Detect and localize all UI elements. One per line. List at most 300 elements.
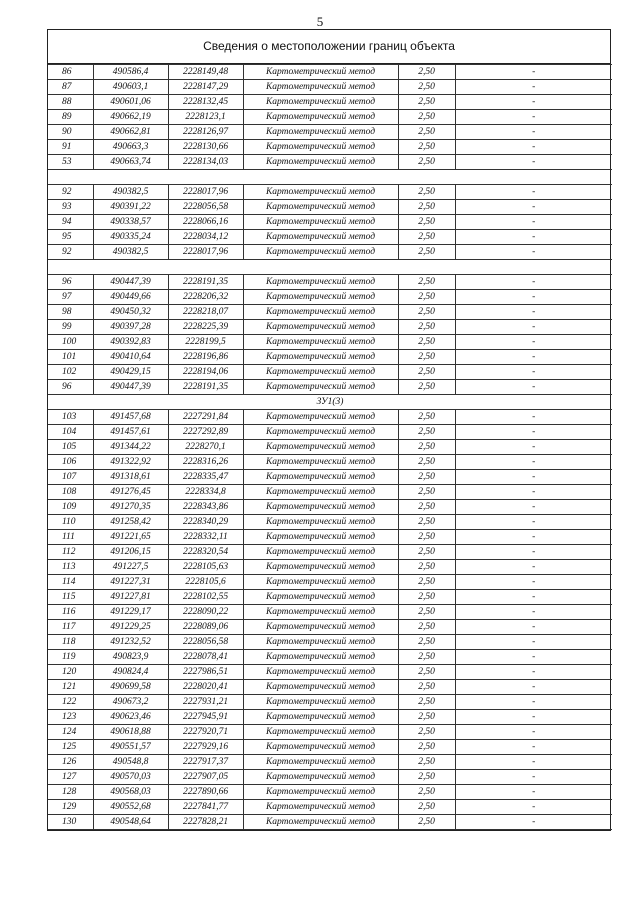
- table-row: [48, 530, 612, 545]
- accuracy-cell: 2,50: [398, 815, 455, 830]
- accuracy-cell: 2,50: [398, 185, 455, 200]
- coord-x: 491270,35: [93, 500, 168, 515]
- description-cell: -: [455, 800, 612, 815]
- accuracy-cell: 2,50: [398, 650, 455, 665]
- coord-x: 490382,5: [93, 245, 168, 260]
- accuracy-cell: 2,50: [398, 335, 455, 350]
- section-header-row: [48, 395, 612, 410]
- table-row: [48, 500, 612, 515]
- coord-x: 490663,74: [93, 155, 168, 170]
- coord-y: 2228147,29: [168, 80, 243, 95]
- point-number: 124: [48, 725, 93, 740]
- method-cell: Картометрический метод: [243, 350, 398, 365]
- point-number: 111: [48, 530, 93, 545]
- accuracy-cell: 2,50: [398, 410, 455, 425]
- accuracy-cell: 2,50: [398, 365, 455, 380]
- coord-y: 2228191,35: [168, 380, 243, 395]
- coord-x: 491318,61: [93, 470, 168, 485]
- method-cell: Картометрический метод: [243, 725, 398, 740]
- description-cell: -: [455, 155, 612, 170]
- description-cell: -: [455, 665, 612, 680]
- description-cell: -: [455, 620, 612, 635]
- description-cell: -: [455, 290, 612, 305]
- coord-x: 490623,46: [93, 710, 168, 725]
- coord-x: 490824,4: [93, 665, 168, 680]
- point-number: 95: [48, 230, 93, 245]
- point-number: 86: [48, 65, 93, 80]
- method-cell: Картометрический метод: [243, 290, 398, 305]
- description-cell: -: [455, 455, 612, 470]
- method-cell: Картометрический метод: [243, 125, 398, 140]
- coord-y: 2228126,97: [168, 125, 243, 140]
- coord-y: 2228123,1: [168, 110, 243, 125]
- accuracy-cell: 2,50: [398, 65, 455, 80]
- point-number: 88: [48, 95, 93, 110]
- accuracy-cell: 2,50: [398, 605, 455, 620]
- description-cell: -: [455, 500, 612, 515]
- table-row: [48, 560, 612, 575]
- coord-x: 490392,83: [93, 335, 168, 350]
- coord-x: 490603,1: [93, 80, 168, 95]
- coord-y: 2227292,89: [168, 425, 243, 440]
- coord-x: 490699,58: [93, 680, 168, 695]
- coord-x: 490552,68: [93, 800, 168, 815]
- table-row: [48, 305, 612, 320]
- point-number: 118: [48, 635, 93, 650]
- coord-x: 491276,45: [93, 485, 168, 500]
- description-cell: -: [455, 200, 612, 215]
- coord-x: 490568,03: [93, 785, 168, 800]
- point-number: 127: [48, 770, 93, 785]
- coord-y: 2228316,26: [168, 455, 243, 470]
- coord-x: 490663,3: [93, 140, 168, 155]
- table-row: [48, 755, 612, 770]
- accuracy-cell: 2,50: [398, 530, 455, 545]
- table-row: [48, 485, 612, 500]
- coord-y: 2228105,63: [168, 560, 243, 575]
- description-cell: -: [455, 320, 612, 335]
- coord-x: 491221,65: [93, 530, 168, 545]
- table-row: [48, 140, 612, 155]
- coord-y: 2228332,11: [168, 530, 243, 545]
- description-cell: -: [455, 680, 612, 695]
- coord-y: 2228134,03: [168, 155, 243, 170]
- coord-x: 491457,61: [93, 425, 168, 440]
- method-cell: Картометрический метод: [243, 800, 398, 815]
- description-cell: -: [455, 530, 612, 545]
- method-cell: Картометрический метод: [243, 755, 398, 770]
- table-row: [48, 815, 612, 830]
- table-row: [48, 695, 612, 710]
- coord-y: 2228196,86: [168, 350, 243, 365]
- coord-x: 491206,15: [93, 545, 168, 560]
- separator-cell: [48, 260, 612, 275]
- table-row: [48, 455, 612, 470]
- coord-y: 2228343,86: [168, 500, 243, 515]
- description-cell: -: [455, 95, 612, 110]
- table-row: [48, 275, 612, 290]
- method-cell: Картометрический метод: [243, 740, 398, 755]
- table-row: [48, 770, 612, 785]
- accuracy-cell: 2,50: [398, 95, 455, 110]
- coord-y: 2228335,47: [168, 470, 243, 485]
- coord-x: 490391,22: [93, 200, 168, 215]
- coord-x: 490410,64: [93, 350, 168, 365]
- method-cell: Картометрический метод: [243, 665, 398, 680]
- coord-y: 2228270,1: [168, 440, 243, 455]
- table-row: [48, 575, 612, 590]
- table-row: [48, 515, 612, 530]
- point-number: 125: [48, 740, 93, 755]
- table-row: [48, 785, 612, 800]
- method-cell: Картометрический метод: [243, 335, 398, 350]
- method-cell: Картометрический метод: [243, 485, 398, 500]
- coord-x: 491232,52: [93, 635, 168, 650]
- accuracy-cell: 2,50: [398, 770, 455, 785]
- accuracy-cell: 2,50: [398, 560, 455, 575]
- method-cell: Картометрический метод: [243, 815, 398, 830]
- coord-x: 491227,5: [93, 560, 168, 575]
- coord-y: 2228102,55: [168, 590, 243, 605]
- table-row: [48, 125, 612, 140]
- description-cell: -: [455, 575, 612, 590]
- point-number: 117: [48, 620, 93, 635]
- method-cell: Картометрический метод: [243, 305, 398, 320]
- separator-row: [48, 260, 612, 275]
- coord-y: 2228078,41: [168, 650, 243, 665]
- coord-x: 491227,31: [93, 575, 168, 590]
- method-cell: Картометрический метод: [243, 95, 398, 110]
- point-number: 100: [48, 335, 93, 350]
- point-number: 114: [48, 575, 93, 590]
- method-cell: Картометрический метод: [243, 155, 398, 170]
- method-cell: Картометрический метод: [243, 530, 398, 545]
- point-number: 116: [48, 605, 93, 620]
- method-cell: Картометрический метод: [243, 575, 398, 590]
- coord-x: 491227,81: [93, 590, 168, 605]
- method-cell: Картометрический метод: [243, 200, 398, 215]
- accuracy-cell: 2,50: [398, 470, 455, 485]
- method-cell: Картометрический метод: [243, 560, 398, 575]
- table-row: [48, 590, 612, 605]
- coord-x: 490662,19: [93, 110, 168, 125]
- method-cell: Картометрический метод: [243, 500, 398, 515]
- coord-y: 2228130,66: [168, 140, 243, 155]
- coord-y: 2228020,41: [168, 680, 243, 695]
- coord-x: 491322,92: [93, 455, 168, 470]
- method-cell: Картометрический метод: [243, 455, 398, 470]
- description-cell: -: [455, 635, 612, 650]
- coord-x: 490429,15: [93, 365, 168, 380]
- table-row: [48, 380, 612, 395]
- table-row: [48, 710, 612, 725]
- method-cell: Картометрический метод: [243, 365, 398, 380]
- point-number: 110: [48, 515, 93, 530]
- method-cell: Картометрический метод: [243, 545, 398, 560]
- method-cell: Картометрический метод: [243, 425, 398, 440]
- description-cell: -: [455, 770, 612, 785]
- table-row: [48, 320, 612, 335]
- coord-y: 2228340,29: [168, 515, 243, 530]
- description-cell: -: [455, 125, 612, 140]
- method-cell: Картометрический метод: [243, 185, 398, 200]
- coord-x: 490449,66: [93, 290, 168, 305]
- accuracy-cell: 2,50: [398, 695, 455, 710]
- method-cell: Картометрический метод: [243, 215, 398, 230]
- point-number: 103: [48, 410, 93, 425]
- section-label: ЗУ1(3): [48, 395, 612, 410]
- accuracy-cell: 2,50: [398, 665, 455, 680]
- accuracy-cell: 2,50: [398, 350, 455, 365]
- method-cell: Картометрический метод: [243, 470, 398, 485]
- coord-y: 2228206,32: [168, 290, 243, 305]
- description-cell: -: [455, 650, 612, 665]
- description-cell: -: [455, 695, 612, 710]
- point-number: 130: [48, 815, 93, 830]
- method-cell: Картометрический метод: [243, 590, 398, 605]
- description-cell: -: [455, 65, 612, 80]
- point-number: 93: [48, 200, 93, 215]
- method-cell: Картометрический метод: [243, 695, 398, 710]
- description-cell: -: [455, 815, 612, 830]
- coord-y: 2227986,51: [168, 665, 243, 680]
- table-row: [48, 410, 612, 425]
- coordinates-sheet: [47, 29, 611, 831]
- point-number: 107: [48, 470, 93, 485]
- coord-y: 2227890,66: [168, 785, 243, 800]
- table-row: [48, 620, 612, 635]
- accuracy-cell: 2,50: [398, 80, 455, 95]
- table-row: [48, 80, 612, 95]
- coord-y: 2228149,48: [168, 65, 243, 80]
- page-number: 5: [316, 14, 324, 29]
- coord-x: 490551,57: [93, 740, 168, 755]
- method-cell: Картометрический метод: [243, 770, 398, 785]
- accuracy-cell: 2,50: [398, 800, 455, 815]
- point-number: 99: [48, 320, 93, 335]
- coord-y: 2228056,58: [168, 635, 243, 650]
- description-cell: -: [455, 485, 612, 500]
- method-cell: Картометрический метод: [243, 635, 398, 650]
- accuracy-cell: 2,50: [398, 755, 455, 770]
- point-number: 109: [48, 500, 93, 515]
- point-number: 97: [48, 290, 93, 305]
- accuracy-cell: 2,50: [398, 290, 455, 305]
- coord-y: 2228017,96: [168, 245, 243, 260]
- coord-y: 2228105,6: [168, 575, 243, 590]
- table-row: [48, 725, 612, 740]
- description-cell: -: [455, 185, 612, 200]
- accuracy-cell: 2,50: [398, 155, 455, 170]
- point-number: 94: [48, 215, 93, 230]
- accuracy-cell: 2,50: [398, 275, 455, 290]
- table-row: [48, 110, 612, 125]
- table-row: [48, 245, 612, 260]
- point-number: 90: [48, 125, 93, 140]
- table-title: Сведения о местоположении границ объекта: [48, 30, 610, 64]
- method-cell: Картометрический метод: [243, 620, 398, 635]
- table-row: [48, 335, 612, 350]
- table-row: [48, 365, 612, 380]
- table-row: [48, 215, 612, 230]
- method-cell: Картометрический метод: [243, 515, 398, 530]
- coord-y: 2228320,54: [168, 545, 243, 560]
- accuracy-cell: 2,50: [398, 710, 455, 725]
- method-cell: Картометрический метод: [243, 245, 398, 260]
- coord-x: 490662,81: [93, 125, 168, 140]
- point-number: 108: [48, 485, 93, 500]
- accuracy-cell: 2,50: [398, 725, 455, 740]
- method-cell: Картометрический метод: [243, 410, 398, 425]
- coord-y: 2227291,84: [168, 410, 243, 425]
- coord-y: 2228199,5: [168, 335, 243, 350]
- table-row: [48, 350, 612, 365]
- description-cell: -: [455, 425, 612, 440]
- method-cell: Картометрический метод: [243, 275, 398, 290]
- accuracy-cell: 2,50: [398, 455, 455, 470]
- description-cell: -: [455, 350, 612, 365]
- description-cell: -: [455, 140, 612, 155]
- description-cell: -: [455, 725, 612, 740]
- description-cell: -: [455, 110, 612, 125]
- coord-y: 2228089,06: [168, 620, 243, 635]
- accuracy-cell: 2,50: [398, 485, 455, 500]
- coord-y: 2228334,8: [168, 485, 243, 500]
- separator-cell: [48, 170, 612, 185]
- coord-x: 490570,03: [93, 770, 168, 785]
- method-cell: Картометрический метод: [243, 140, 398, 155]
- table-row: [48, 650, 612, 665]
- accuracy-cell: 2,50: [398, 245, 455, 260]
- method-cell: Картометрический метод: [243, 320, 398, 335]
- accuracy-cell: 2,50: [398, 785, 455, 800]
- description-cell: -: [455, 590, 612, 605]
- coord-x: 490397,28: [93, 320, 168, 335]
- point-number: 87: [48, 80, 93, 95]
- coordinates-table: [48, 64, 612, 830]
- point-number: 53: [48, 155, 93, 170]
- description-cell: -: [455, 740, 612, 755]
- point-number: 96: [48, 380, 93, 395]
- accuracy-cell: 2,50: [398, 230, 455, 245]
- table-row: [48, 155, 612, 170]
- method-cell: Картометрический метод: [243, 110, 398, 125]
- accuracy-cell: 2,50: [398, 515, 455, 530]
- accuracy-cell: 2,50: [398, 215, 455, 230]
- method-cell: Картометрический метод: [243, 710, 398, 725]
- method-cell: Картометрический метод: [243, 680, 398, 695]
- point-number: 123: [48, 710, 93, 725]
- description-cell: -: [455, 275, 612, 290]
- coord-x: 490548,8: [93, 755, 168, 770]
- coord-x: 490601,06: [93, 95, 168, 110]
- accuracy-cell: 2,50: [398, 320, 455, 335]
- table-row: [48, 545, 612, 560]
- point-number: 89: [48, 110, 93, 125]
- point-number: 92: [48, 185, 93, 200]
- accuracy-cell: 2,50: [398, 740, 455, 755]
- accuracy-cell: 2,50: [398, 440, 455, 455]
- coord-x: 491258,42: [93, 515, 168, 530]
- description-cell: -: [455, 305, 612, 320]
- accuracy-cell: 2,50: [398, 110, 455, 125]
- point-number: 122: [48, 695, 93, 710]
- point-number: 101: [48, 350, 93, 365]
- accuracy-cell: 2,50: [398, 425, 455, 440]
- table-row: [48, 470, 612, 485]
- table-row: [48, 290, 612, 305]
- point-number: 128: [48, 785, 93, 800]
- coord-y: 2228056,58: [168, 200, 243, 215]
- table-row: [48, 65, 612, 80]
- coord-y: 2228034,12: [168, 230, 243, 245]
- table-row: [48, 95, 612, 110]
- point-number: 106: [48, 455, 93, 470]
- point-number: 98: [48, 305, 93, 320]
- description-cell: -: [455, 785, 612, 800]
- coord-x: 490673,2: [93, 695, 168, 710]
- description-cell: -: [455, 410, 612, 425]
- description-cell: -: [455, 335, 612, 350]
- description-cell: -: [455, 710, 612, 725]
- description-cell: -: [455, 755, 612, 770]
- method-cell: Картометрический метод: [243, 605, 398, 620]
- table-row: [48, 740, 612, 755]
- coord-x: 490382,5: [93, 185, 168, 200]
- point-number: 121: [48, 680, 93, 695]
- coord-x: 490447,39: [93, 380, 168, 395]
- coord-y: 2227828,21: [168, 815, 243, 830]
- description-cell: -: [455, 80, 612, 95]
- description-cell: -: [455, 230, 612, 245]
- description-cell: -: [455, 560, 612, 575]
- coord-y: 2227931,21: [168, 695, 243, 710]
- description-cell: -: [455, 470, 612, 485]
- coord-y: 2227907,05: [168, 770, 243, 785]
- accuracy-cell: 2,50: [398, 500, 455, 515]
- table-row: [48, 200, 612, 215]
- table-row: [48, 230, 612, 245]
- coord-x: 491344,22: [93, 440, 168, 455]
- table-row: [48, 800, 612, 815]
- description-cell: -: [455, 605, 612, 620]
- accuracy-cell: 2,50: [398, 380, 455, 395]
- coord-y: 2227841,77: [168, 800, 243, 815]
- point-number: 112: [48, 545, 93, 560]
- coord-y: 2227920,71: [168, 725, 243, 740]
- coord-y: 2228225,39: [168, 320, 243, 335]
- coord-y: 2227917,37: [168, 755, 243, 770]
- table-row: [48, 635, 612, 650]
- method-cell: Картометрический метод: [243, 440, 398, 455]
- coord-y: 2228132,45: [168, 95, 243, 110]
- coord-x: 491229,17: [93, 605, 168, 620]
- coord-y: 2227929,16: [168, 740, 243, 755]
- table-row: [48, 605, 612, 620]
- coord-y: 2227945,91: [168, 710, 243, 725]
- point-number: 105: [48, 440, 93, 455]
- point-number: 120: [48, 665, 93, 680]
- accuracy-cell: 2,50: [398, 590, 455, 605]
- point-number: 92: [48, 245, 93, 260]
- point-number: 119: [48, 650, 93, 665]
- separator-row: [48, 170, 612, 185]
- description-cell: -: [455, 380, 612, 395]
- table-row: [48, 665, 612, 680]
- point-number: 104: [48, 425, 93, 440]
- method-cell: Картометрический метод: [243, 380, 398, 395]
- accuracy-cell: 2,50: [398, 545, 455, 560]
